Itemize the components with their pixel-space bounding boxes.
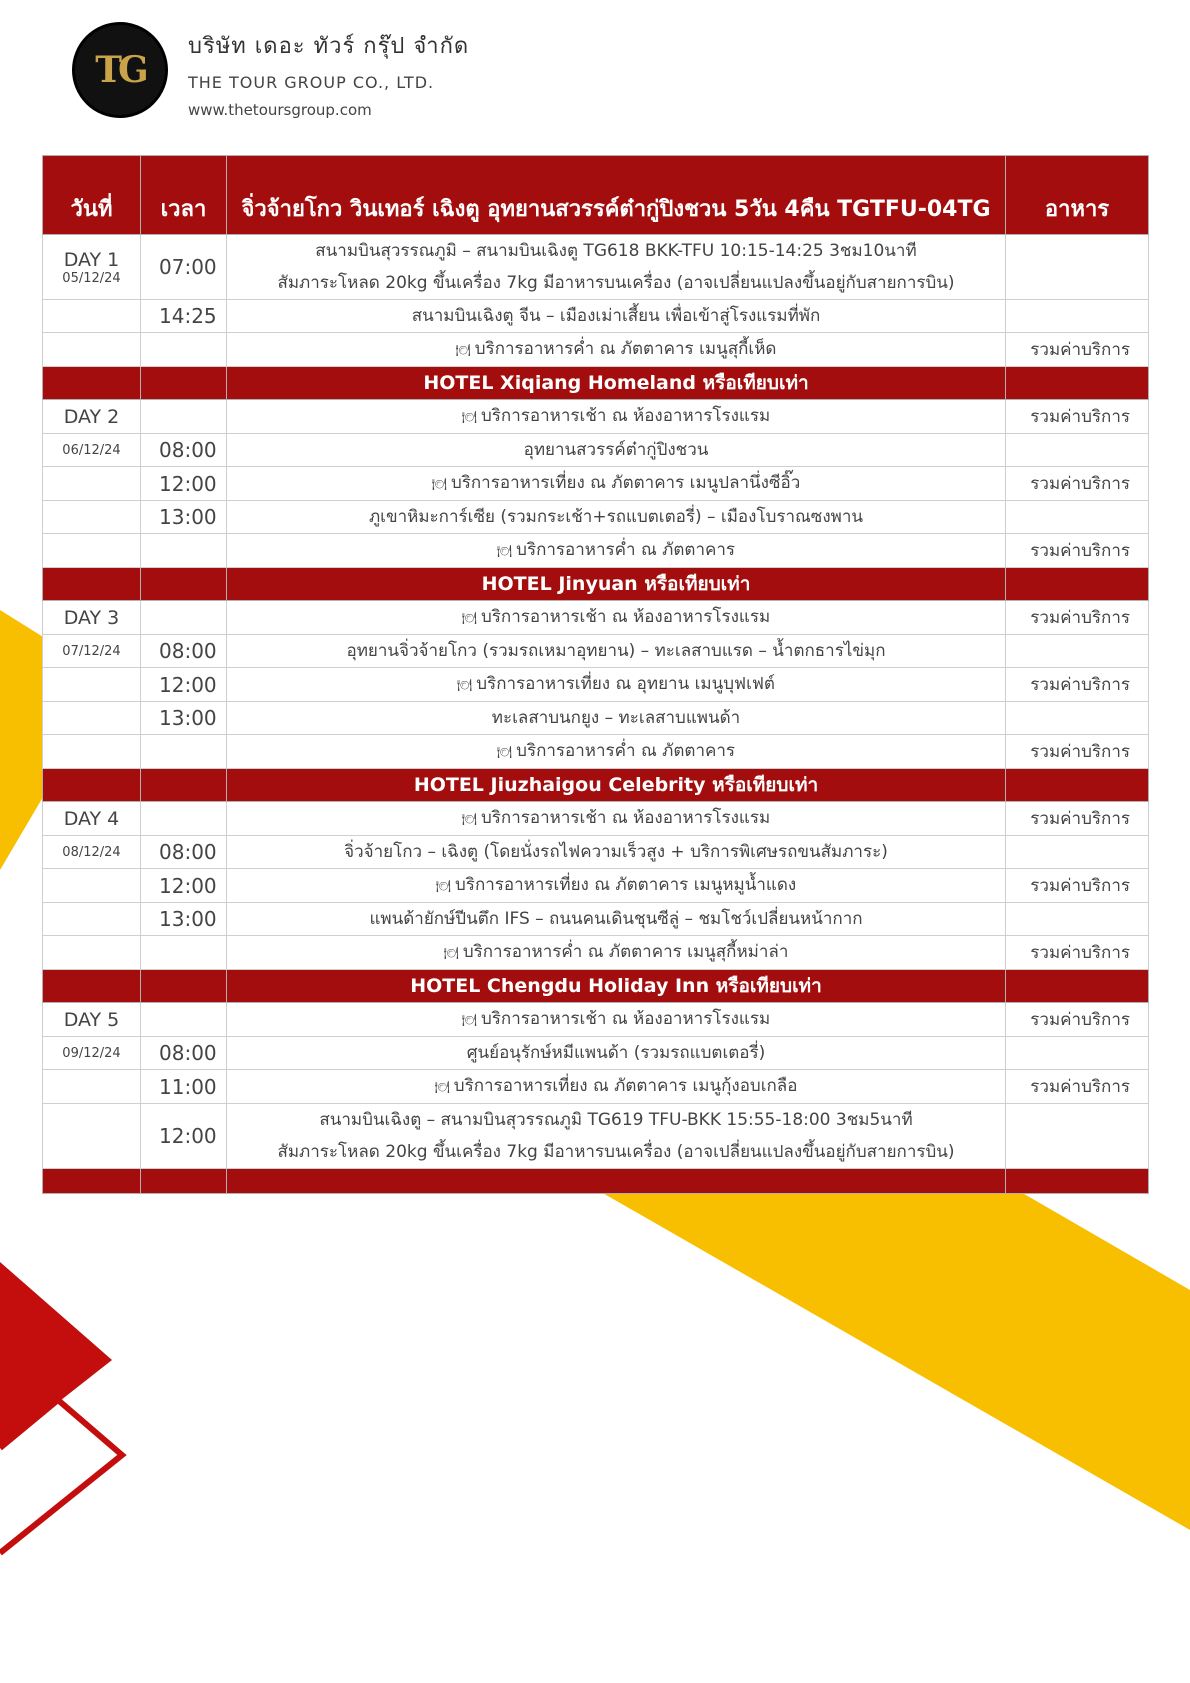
activity-line xyxy=(233,1037,999,1069)
time-cell xyxy=(141,802,227,836)
day-cell xyxy=(43,802,141,836)
day-label: DAY 5 xyxy=(63,1008,120,1031)
meal-cell xyxy=(1006,903,1149,936)
activity-text: สนามบินเฉิงตู จีน – เมืองเม่าเสี้ยน เพื่อเข้าสู่โรงแรมที่พัก xyxy=(411,306,821,326)
time-cell xyxy=(141,936,227,970)
itinerary-row xyxy=(43,836,1149,869)
meal-cell xyxy=(1006,235,1149,300)
time-cell: 13:00 xyxy=(141,501,227,534)
day-cell xyxy=(43,1104,141,1169)
logo-mark: TG xyxy=(95,49,145,91)
time-cell xyxy=(141,601,227,635)
activity-line xyxy=(233,702,999,734)
meal-cell xyxy=(1006,702,1149,735)
meal-cell: รวมค่าบริการ xyxy=(1006,333,1149,367)
meal-cell: รวมค่าบริการ xyxy=(1006,802,1149,836)
activity-line xyxy=(233,802,999,835)
time-cell: 08:00 xyxy=(141,434,227,467)
activity-text: บริการอาหารเช้า ณ ห้องอาหารโรงแรม xyxy=(481,808,771,828)
meal-cell xyxy=(1006,501,1149,534)
activity-text: สัมภาระโหลด 20kg ขึ้นเครื่อง 7kg มีอาหารบนเครื่อง (อาจเปลี่ยนแปลงขึ้นอยู่กับสายการบิน) xyxy=(277,273,955,293)
day-cell xyxy=(43,501,141,534)
footer-cell xyxy=(141,1169,227,1194)
time-cell: 12:00 xyxy=(141,467,227,501)
activity-text: สัมภาระโหลด 20kg ขึ้นเครื่อง 7kg มีอาหารบนเครื่อง (อาจเปลี่ยนแปลงขึ้นอยู่กับสายการบิน) xyxy=(277,1142,955,1162)
activity-cell xyxy=(227,1104,1006,1169)
activity-text: ศูนย์อนุรักษ์หมีแพนด้า (รวมรถแบตเตอรี่) xyxy=(466,1043,766,1063)
day-cell xyxy=(43,1037,141,1070)
time-cell: 12:00 xyxy=(141,869,227,903)
activity-text: ภูเขาหิมะการ์เซีย (รวมกระเช้า+รถแบตเตอรี่) – เมืองโบราณซงพาน xyxy=(368,507,864,527)
meal-cell: รวมค่าบริการ xyxy=(1006,534,1149,568)
header-time: เวลา xyxy=(141,156,227,235)
activity-line xyxy=(233,400,999,433)
activity-cell xyxy=(227,534,1006,568)
day-cell xyxy=(43,735,141,769)
day-cell xyxy=(43,235,141,300)
company-logo xyxy=(72,22,168,118)
itinerary-row xyxy=(43,1003,1149,1037)
activity-cell xyxy=(227,1070,1006,1104)
day-label: DAY 4 xyxy=(63,807,120,830)
activity-text: บริการอาหารค่ำ ณ ภัตตาคาร เมนูสุกี้หม่าล่า xyxy=(462,942,789,962)
itinerary-row xyxy=(43,702,1149,735)
meal-cell: รวมค่าบริการ xyxy=(1006,668,1149,702)
meal-cell: รวมค่าบริการ xyxy=(1006,400,1149,434)
activity-line xyxy=(233,635,999,667)
activity-cell xyxy=(227,300,1006,333)
activity-line xyxy=(233,668,999,701)
hotel-spacer xyxy=(1006,769,1149,802)
meal-cell xyxy=(1006,1037,1149,1070)
meal-cell: รวมค่าบริการ xyxy=(1006,601,1149,635)
activity-cell xyxy=(227,869,1006,903)
activity-cell xyxy=(227,702,1006,735)
activity-text: บริการอาหารค่ำ ณ ภัตตาคาร xyxy=(516,741,736,761)
itinerary-table xyxy=(42,155,1149,1194)
date-label: 08/12/24 xyxy=(62,844,121,860)
activity-text: สนามบินเฉิงตู – สนามบินสุวรรณภูมิ TG619 TFU-BKK 15:55-18:00 3ชม5นาที xyxy=(319,1110,913,1130)
hotel-spacer xyxy=(141,970,227,1003)
dining-icon: 🍽 xyxy=(443,946,459,960)
activity-text: บริการอาหารเช้า ณ ห้องอาหารโรงแรม xyxy=(481,607,771,627)
day-cell xyxy=(43,1003,141,1037)
activity-text: บริการอาหารเที่ยง ณ ภัตตาคาร เมนูกุ้งอบเกลือ xyxy=(453,1076,798,1096)
activity-cell xyxy=(227,467,1006,501)
activity-line xyxy=(233,467,999,500)
activity-line xyxy=(233,501,999,533)
day-cell xyxy=(43,668,141,702)
itinerary-row xyxy=(43,735,1149,769)
activity-line xyxy=(233,1003,999,1036)
time-cell: 11:00 xyxy=(141,1070,227,1104)
activity-cell xyxy=(227,434,1006,467)
hotel-spacer xyxy=(43,367,141,400)
time-cell: 13:00 xyxy=(141,702,227,735)
time-cell xyxy=(141,1003,227,1037)
itinerary-row xyxy=(43,235,1149,300)
hotel-spacer xyxy=(43,568,141,601)
dining-icon: 🍽 xyxy=(457,678,473,692)
activity-text: ทะเลสาบนกยูง – ทะเลสาบแพนด้า xyxy=(491,708,741,728)
activity-text: บริการอาหารเที่ยง ณ ภัตตาคาร เมนูปลานึ่งซีอิ๊ว xyxy=(450,473,801,493)
dining-icon: 🍽 xyxy=(435,879,452,893)
activity-text: อุทยานจิ่วจ้ายโกว (รวมรถเหมาอุทยาน) – ทะเลสาบแรด – น้ำตกธารไข่มุก xyxy=(346,641,886,661)
time-cell: 12:00 xyxy=(141,1104,227,1169)
company-info xyxy=(188,28,469,119)
hotel-spacer xyxy=(1006,367,1149,400)
day-label: DAY 1 xyxy=(63,248,120,271)
hotel-spacer xyxy=(1006,568,1149,601)
itinerary-row xyxy=(43,501,1149,534)
date-label: 09/12/24 xyxy=(62,1045,121,1061)
activity-cell xyxy=(227,601,1006,635)
itinerary-row xyxy=(43,1104,1149,1169)
dining-icon: 🍽 xyxy=(431,477,447,491)
itinerary-body xyxy=(43,235,1149,1194)
activity-line xyxy=(233,735,999,768)
activity-text: บริการอาหารเช้า ณ ห้องอาหารโรงแรม xyxy=(481,406,771,426)
day-cell xyxy=(43,400,141,434)
meal-cell: รวมค่าบริการ xyxy=(1006,936,1149,970)
time-cell: 08:00 xyxy=(141,635,227,668)
day-cell xyxy=(43,1070,141,1104)
activity-line xyxy=(233,1104,999,1136)
activity-text: บริการอาหารค่ำ ณ ภัตตาคาร xyxy=(516,540,736,560)
hotel-name: HOTEL Jinyuan หรือเทียบเท่า xyxy=(227,568,1006,601)
time-cell xyxy=(141,400,227,434)
itinerary-row xyxy=(43,400,1149,434)
meal-cell xyxy=(1006,836,1149,869)
hotel-spacer xyxy=(141,367,227,400)
day-cell xyxy=(43,836,141,869)
footer-cell xyxy=(43,1169,141,1194)
hotel-row xyxy=(43,769,1149,802)
activity-line xyxy=(233,235,999,267)
activity-line xyxy=(233,267,999,299)
day-label: DAY 2 xyxy=(63,405,120,428)
meal-cell: รวมค่าบริการ xyxy=(1006,1003,1149,1037)
activity-line xyxy=(233,869,999,902)
itinerary-row xyxy=(43,869,1149,903)
day-cell xyxy=(43,903,141,936)
date-label: 07/12/24 xyxy=(62,643,121,659)
time-cell: 13:00 xyxy=(141,903,227,936)
hotel-name: HOTEL Chengdu Holiday Inn หรือเทียบเท่า xyxy=(227,970,1006,1003)
time-cell: 14:25 xyxy=(141,300,227,333)
dining-icon: 🍽 xyxy=(496,544,513,558)
activity-line xyxy=(233,936,999,969)
dining-icon: 🍽 xyxy=(461,1013,477,1027)
activity-cell xyxy=(227,635,1006,668)
activity-text: สนามบินสุวรรณภูมิ – สนามบินเฉิงตู TG618 BKK-TFU 10:15-14:25 3ชม10นาที xyxy=(315,241,917,261)
activity-cell xyxy=(227,903,1006,936)
dining-icon: 🍽 xyxy=(496,745,513,759)
table-footer-bar xyxy=(43,1169,1149,1194)
itinerary-row xyxy=(43,434,1149,467)
red-triangle xyxy=(0,1262,112,1448)
company-name-th: บริษัท เดอะ ทัวร์ กรุ๊ป จำกัด xyxy=(188,34,470,59)
meal-cell xyxy=(1006,1104,1149,1169)
meal-cell: รวมค่าบริการ xyxy=(1006,467,1149,501)
itinerary-row xyxy=(43,802,1149,836)
activity-cell xyxy=(227,1037,1006,1070)
meal-cell: รวมค่าบริการ xyxy=(1006,1070,1149,1104)
activity-text: แพนด้ายักษ์ปีนตึก IFS – ถนนคนเดินชุนซีลู่ – ชมโชว์เปลี่ยนหน้ากาก xyxy=(369,909,863,929)
itinerary-row xyxy=(43,333,1149,367)
dining-icon: 🍽 xyxy=(461,611,477,625)
activity-text: บริการอาหารเช้า ณ ห้องอาหารโรงแรม xyxy=(481,1009,771,1029)
activity-line xyxy=(233,903,999,935)
itinerary-row xyxy=(43,1037,1149,1070)
itinerary-row xyxy=(43,903,1149,936)
meal-cell xyxy=(1006,434,1149,467)
yellow-stripe-right xyxy=(580,1180,1190,1530)
time-cell: 08:00 xyxy=(141,836,227,869)
activity-text: อุทยานสวรรค์ต๋ากู่ปิงชวน xyxy=(523,440,709,460)
hotel-name: HOTEL Xiqiang Homeland หรือเทียบเท่า xyxy=(227,367,1006,400)
activity-line xyxy=(233,601,999,634)
activity-line xyxy=(233,1070,999,1103)
hotel-row xyxy=(43,367,1149,400)
day-cell xyxy=(43,635,141,668)
meal-cell: รวมค่าบริการ xyxy=(1006,869,1149,903)
time-cell: 08:00 xyxy=(141,1037,227,1070)
day-cell xyxy=(43,534,141,568)
date-label: 06/12/24 xyxy=(62,442,121,458)
company-website: www.thetoursgroup.com xyxy=(188,101,372,119)
dining-icon: 🍽 xyxy=(455,343,471,357)
time-cell xyxy=(141,333,227,367)
activity-text: บริการอาหารค่ำ ณ ภัตตาคาร เมนูสุกี้เห็ด xyxy=(474,339,777,359)
meal-cell: รวมค่าบริการ xyxy=(1006,735,1149,769)
time-cell: 12:00 xyxy=(141,668,227,702)
activity-text: บริการอาหารเที่ยง ณ ภัตตาคาร เมนูหมูน้ำแดง xyxy=(455,875,797,895)
activity-line xyxy=(233,333,999,366)
activity-cell xyxy=(227,235,1006,300)
hotel-name: HOTEL Jiuzhaigou Celebrity หรือเทียบเท่า xyxy=(227,769,1006,802)
activity-text: จิ่วจ้ายโกว – เฉิงตู (โดยนั่งรถไฟความเร็วสูง + บริการพิเศษรถขนสัมภาระ) xyxy=(344,842,888,862)
dining-icon: 🍽 xyxy=(461,812,477,826)
day-cell xyxy=(43,936,141,970)
hotel-spacer xyxy=(1006,970,1149,1003)
activity-line xyxy=(233,434,999,466)
time-cell: 07:00 xyxy=(141,235,227,300)
day-cell xyxy=(43,333,141,367)
activity-cell xyxy=(227,802,1006,836)
itinerary-row xyxy=(43,534,1149,568)
activity-cell xyxy=(227,1003,1006,1037)
itinerary-row xyxy=(43,936,1149,970)
itinerary-row xyxy=(43,467,1149,501)
company-name-en: THE TOUR GROUP CO., LTD. xyxy=(188,73,435,92)
activity-cell xyxy=(227,836,1006,869)
header-day: วันที่ xyxy=(43,156,141,235)
day-cell xyxy=(43,601,141,635)
header-meal: อาหาร xyxy=(1006,156,1149,235)
activity-line xyxy=(233,1136,999,1168)
hotel-row xyxy=(43,568,1149,601)
date-label: 05/12/24 xyxy=(62,270,121,286)
dining-icon: 🍽 xyxy=(461,410,477,424)
footer-cell xyxy=(1006,1169,1149,1194)
activity-cell xyxy=(227,400,1006,434)
activity-line xyxy=(233,300,999,332)
dining-icon: 🍽 xyxy=(434,1080,450,1094)
itinerary-row xyxy=(43,1070,1149,1104)
day-cell xyxy=(43,434,141,467)
activity-line xyxy=(233,836,999,868)
day-cell xyxy=(43,300,141,333)
meal-cell xyxy=(1006,635,1149,668)
activity-line xyxy=(233,534,999,567)
activity-cell xyxy=(227,333,1006,367)
activity-cell xyxy=(227,501,1006,534)
itinerary-row xyxy=(43,635,1149,668)
meal-cell xyxy=(1006,300,1149,333)
hotel-spacer xyxy=(141,769,227,802)
activity-cell xyxy=(227,735,1006,769)
hotel-spacer xyxy=(43,769,141,802)
itinerary-row xyxy=(43,601,1149,635)
day-cell xyxy=(43,869,141,903)
hotel-row xyxy=(43,970,1149,1003)
activity-cell xyxy=(227,668,1006,702)
hotel-spacer xyxy=(141,568,227,601)
activity-cell xyxy=(227,936,1006,970)
table-header-row xyxy=(43,156,1149,235)
day-label: DAY 3 xyxy=(63,606,120,629)
footer-cell xyxy=(227,1169,1006,1194)
time-cell xyxy=(141,735,227,769)
time-cell xyxy=(141,534,227,568)
activity-text: บริการอาหารเที่ยง ณ อุทยาน เมนูบุฟเฟต์ xyxy=(476,674,775,694)
hotel-spacer xyxy=(43,970,141,1003)
itinerary-row xyxy=(43,300,1149,333)
header-program: จิ่วจ้ายโกว วินเทอร์ เฉิงตู อุทยานสวรรค์ต๋ากู่ปิงชวน 5วัน 4คืน TGTFU-04TG xyxy=(227,156,1006,235)
day-cell xyxy=(43,702,141,735)
day-cell xyxy=(43,467,141,501)
itinerary-row xyxy=(43,668,1149,702)
